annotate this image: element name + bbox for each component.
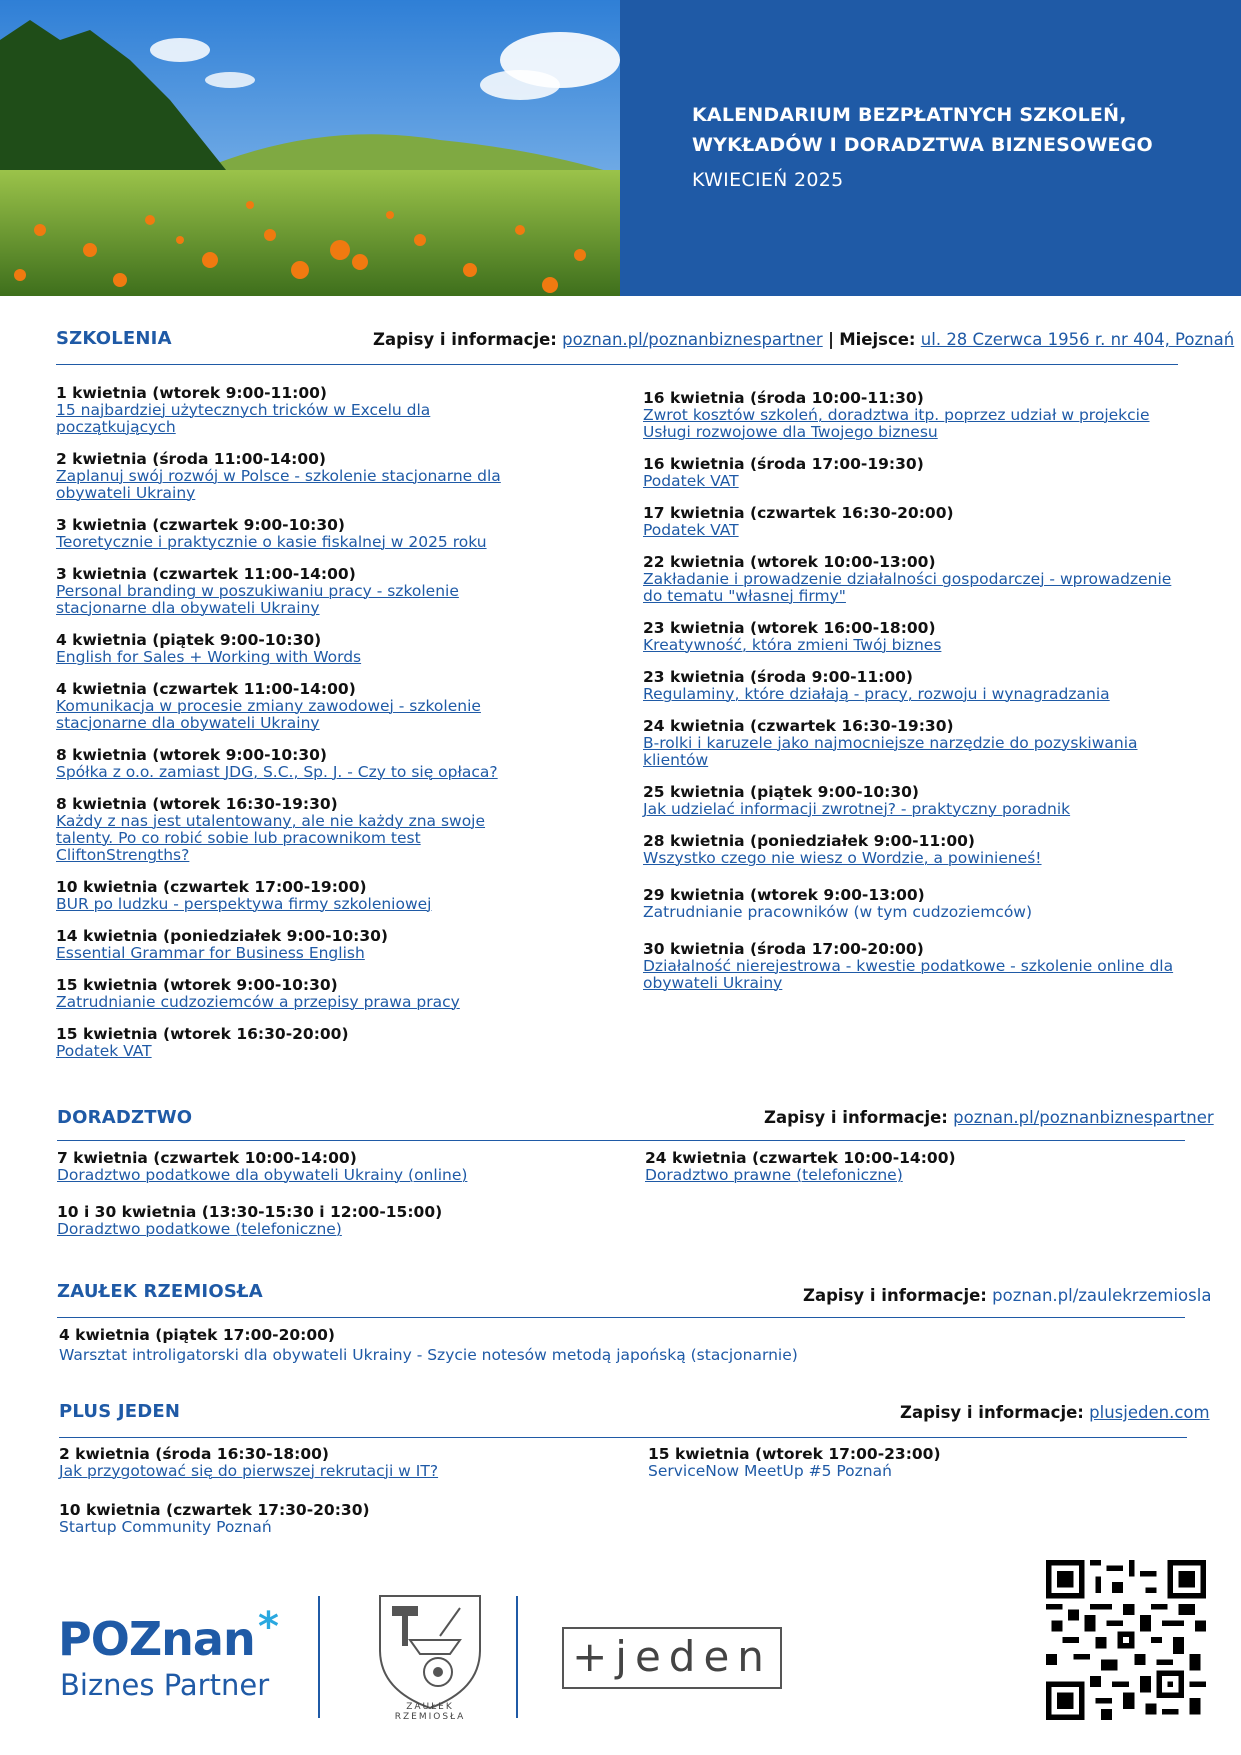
header-banner	[620, 0, 1241, 296]
event-item	[56, 747, 516, 781]
section-title-doradztwo: DORADZTWO	[57, 1107, 193, 1128]
section-divider	[56, 364, 1178, 365]
event-link[interactable]: Podatek VAT	[643, 472, 739, 490]
event-date: 2 kwietnia (środa 11:00-14:00)	[56, 450, 326, 468]
event-link[interactable]: Jak udzielać informacji zwrotnej? - praktyczny poradnik	[643, 800, 1071, 818]
event-date: 3 kwietnia (czwartek 9:00-10:30)	[56, 516, 345, 534]
event-item	[648, 1446, 1188, 1480]
event-date: 16 kwietnia (środa 10:00-11:30)	[643, 389, 924, 407]
event-date: 7 kwietnia (czwartek 10:00-14:00)	[57, 1149, 357, 1167]
event-link[interactable]: Doradztwo podatkowe (telefoniczne)	[57, 1220, 342, 1238]
event-item	[56, 451, 516, 502]
section-divider	[59, 1437, 1187, 1438]
zaulek-rzemiosla-logo	[370, 1590, 490, 1720]
event-item	[56, 1026, 516, 1060]
event-link[interactable]: Działalność nierejestrowa - kwestie podatkowe - szkolenie online dla obywateli Ukrainy	[643, 957, 1174, 992]
event-item	[59, 1446, 599, 1480]
plusjeden-right-column	[648, 1446, 1188, 1495]
plusjeden-left-column	[59, 1446, 599, 1551]
event-item	[59, 1502, 599, 1536]
logo-sub-text: Biznes Partner	[60, 1668, 270, 1702]
section-title-szkolenia: SZKOLENIA	[56, 328, 172, 349]
event-date: 3 kwietnia (czwartek 11:00-14:00)	[56, 565, 356, 583]
section-title-zaulek: ZAUŁEK RZEMIOSŁA	[57, 1281, 263, 1302]
qr-code-icon[interactable]	[1046, 1560, 1206, 1720]
doradztwo-right-column	[645, 1150, 1185, 1199]
event-item	[645, 1150, 1185, 1184]
section-divider	[57, 1317, 1185, 1318]
event-link[interactable]: B-rolki i karuzele jako najmocniejsze narzędzie do pozyskiwania klientów	[643, 734, 1138, 769]
szkolenia-right-column	[643, 390, 1178, 1007]
event-link[interactable]: Spółka z o.o. zamiast JDG, S.C., Sp. J. - Czy to się opłaca?	[56, 763, 498, 781]
szkolenia-info	[373, 330, 1234, 349]
place-label: Miejsce:	[839, 330, 916, 349]
event-text: Warsztat introligatorski dla obywateli Ukrainy - Szycie notesów metodą japońską (stacjonarnie)	[59, 1346, 798, 1364]
info-label: Zapisy i informacje:	[900, 1403, 1084, 1422]
plus-jeden-logo: +jeden	[562, 1627, 782, 1689]
event-item	[643, 833, 1178, 867]
event-link[interactable]: 15 najbardziej użytecznych tricków w Excelu dla początkujących	[56, 401, 431, 436]
title-line-1: KALENDARIUM BEZPŁATNYCH SZKOLEŃ,	[692, 104, 1127, 126]
event-date: 10 kwietnia (czwartek 17:30-20:30)	[59, 1501, 370, 1519]
event-text: Zatrudnianie pracowników (w tym cudzoziemców)	[643, 903, 1033, 921]
event-link[interactable]: Podatek VAT	[56, 1042, 152, 1060]
meadow-illustration	[0, 0, 620, 296]
event-item	[643, 554, 1178, 605]
event-date: 30 kwietnia (środa 17:00-20:00)	[643, 940, 924, 958]
event-item	[643, 784, 1178, 818]
event-link[interactable]: Essential Grammar for Business English	[56, 944, 365, 962]
event-link[interactable]: Teoretycznie i praktycznie o kasie fiskalnej w 2025 roku	[56, 533, 487, 551]
event-date: 4 kwietnia (czwartek 11:00-14:00)	[56, 680, 356, 698]
event-date: 15 kwietnia (wtorek 9:00-10:30)	[56, 976, 338, 994]
event-text: Startup Community Poznań	[59, 1518, 272, 1536]
event-date: 2 kwietnia (środa 16:30-18:00)	[59, 1445, 329, 1463]
event-item	[56, 632, 516, 666]
event-link[interactable]: Zakładanie i prowadzenie działalności gospodarczej - wprowadzenie do tematu "własnej firmy"	[643, 570, 1172, 605]
event-item	[643, 390, 1178, 441]
event-date: 29 kwietnia (wtorek 9:00-13:00)	[643, 886, 925, 904]
event-date: 1 kwietnia (wtorek 9:00-11:00)	[56, 384, 327, 402]
event-link[interactable]: Zwrot kosztów szkoleń, doradztwa itp. poprzez udział w projekcie Usługi rozwojowe dla Twojego biznesu	[643, 406, 1150, 441]
section-title-plusjeden: PLUS JEDEN	[59, 1401, 181, 1422]
info-label: Zapisy i informacje:	[803, 1286, 987, 1305]
event-link[interactable]: Personal branding w poszukiwaniu pracy - szkolenie stacjonarne dla obywateli Ukrainy	[56, 582, 459, 617]
info-label: Zapisy i informacje:	[373, 330, 557, 349]
event-link[interactable]: Doradztwo podatkowe dla obywateli Ukrainy (online)	[57, 1166, 468, 1184]
plusjeden-info	[900, 1403, 1210, 1422]
header-landscape-image	[0, 0, 620, 296]
event-item	[56, 517, 516, 551]
event-text: ServiceNow MeetUp #5 Poznań	[648, 1462, 892, 1480]
event-item	[59, 1327, 1179, 1364]
event-item	[643, 456, 1178, 490]
event-link[interactable]: Podatek VAT	[643, 521, 739, 539]
szkolenia-info-link[interactable]: poznan.pl/poznanbiznespartner	[562, 330, 823, 349]
document-title	[692, 100, 1212, 160]
event-date: 17 kwietnia (czwartek 16:30-20:00)	[643, 504, 954, 522]
event-date: 8 kwietnia (wtorek 9:00-10:30)	[56, 746, 327, 764]
event-link[interactable]: Regulaminy, które działają - pracy, rozwoju i wynagradzania	[643, 685, 1110, 703]
event-item	[56, 879, 516, 913]
logo-main-text: POZnan	[58, 1612, 255, 1666]
event-item	[56, 977, 516, 1011]
event-date: 10 i 30 kwietnia (13:30-15:30 i 12:00-15:00)	[57, 1203, 443, 1221]
info-label: Zapisy i informacje:	[764, 1108, 948, 1127]
event-date: 23 kwietnia (środa 9:00-11:00)	[643, 668, 913, 686]
event-link[interactable]: Każdy z nas jest utalentowany, ale nie każdy zna swoje talenty. Po co robić sobie lub pracownikom test CliftonStrengths?	[56, 812, 486, 864]
event-date: 22 kwietnia (wtorek 10:00-13:00)	[643, 553, 936, 571]
month-label: KWIECIEŃ 2025	[692, 169, 844, 191]
event-date: 8 kwietnia (wtorek 16:30-19:30)	[56, 795, 338, 813]
asterisk-icon: *	[258, 1604, 279, 1650]
event-date: 24 kwietnia (czwartek 10:00-14:00)	[645, 1149, 956, 1167]
event-link[interactable]: English for Sales + Working with Words	[56, 648, 362, 666]
event-item	[56, 681, 516, 732]
event-date: 28 kwietnia (poniedziałek 9:00-11:00)	[643, 832, 975, 850]
event-item	[643, 941, 1178, 992]
event-link[interactable]: Zatrudnianie cudzoziemców a przepisy prawa pracy	[56, 993, 460, 1011]
qr-code-graphic	[1046, 1560, 1206, 1720]
doradztwo-left-column	[57, 1150, 597, 1253]
plusjeden-info-link[interactable]: plusjeden.com	[1089, 1403, 1210, 1422]
szkolenia-left-column	[56, 385, 516, 1075]
doradztwo-info	[764, 1108, 1214, 1127]
title-line-2: WYKŁADÓW I DORADZTWA BIZNESOWEGO	[692, 134, 1153, 156]
event-link[interactable]: Wszystko czego nie wiesz o Wordzie, a powinieneś!	[643, 849, 1042, 867]
poznan-biznes-partner-logo	[58, 1604, 298, 1707]
doradztwo-info-link[interactable]: poznan.pl/poznanbiznespartner	[953, 1108, 1214, 1127]
place-link[interactable]: ul. 28 Czerwca 1956 r. nr 404, Poznań	[920, 330, 1235, 349]
event-item	[57, 1150, 597, 1184]
zaulek-info-link[interactable]: poznan.pl/zaulekrzemiosla	[992, 1286, 1212, 1305]
event-item	[56, 928, 516, 962]
event-date: 25 kwietnia (piątek 9:00-10:30)	[643, 783, 920, 801]
footer-divider	[516, 1596, 518, 1718]
zaulek-column	[59, 1327, 1179, 1379]
event-date: 23 kwietnia (wtorek 16:00-18:00)	[643, 619, 936, 637]
event-link[interactable]: Zaplanuj swój rozwój w Polsce - szkolenie stacjonarne dla obywateli Ukrainy	[56, 467, 501, 502]
event-link[interactable]: Jak przygotować się do pierwszej rekrutacji w IT?	[59, 1462, 439, 1480]
zaulek-logo-text: ZAUŁEK RZEMIOSŁA	[394, 1702, 466, 1722]
event-link[interactable]: BUR po ludzku - perspektywa firmy szkoleniowej	[56, 895, 432, 913]
event-date: 15 kwietnia (wtorek 16:30-20:00)	[56, 1025, 349, 1043]
event-item	[643, 620, 1178, 654]
event-item	[643, 887, 1178, 921]
separator: |	[827, 330, 834, 349]
event-link[interactable]: Komunikacja w procesie zmiany zawodowej - szkolenie stacjonarne dla obywateli Ukrainy	[56, 697, 481, 732]
event-item	[56, 385, 516, 436]
event-item	[56, 566, 516, 617]
event-date: 15 kwietnia (wtorek 17:00-23:00)	[648, 1445, 941, 1463]
zaulek-info	[803, 1286, 1211, 1305]
event-date: 4 kwietnia (piątek 17:00-20:00)	[59, 1326, 336, 1344]
event-link[interactable]: Doradztwo prawne (telefoniczne)	[645, 1166, 903, 1184]
event-date: 10 kwietnia (czwartek 17:00-19:00)	[56, 878, 367, 896]
section-divider	[57, 1140, 1185, 1141]
event-link[interactable]: Kreatywność, która zmieni Twój biznes	[643, 636, 942, 654]
footer-divider	[318, 1596, 320, 1718]
event-item	[643, 669, 1178, 703]
event-date: 4 kwietnia (piątek 9:00-10:30)	[56, 631, 322, 649]
event-date: 24 kwietnia (czwartek 16:30-19:30)	[643, 717, 954, 735]
anvil-shield-icon	[370, 1590, 490, 1720]
event-date: 14 kwietnia (poniedziałek 9:00-10:30)	[56, 927, 388, 945]
event-item	[643, 718, 1178, 769]
event-date: 16 kwietnia (środa 17:00-19:30)	[643, 455, 924, 473]
event-item	[56, 796, 516, 864]
event-item	[57, 1204, 597, 1238]
event-item	[643, 505, 1178, 539]
